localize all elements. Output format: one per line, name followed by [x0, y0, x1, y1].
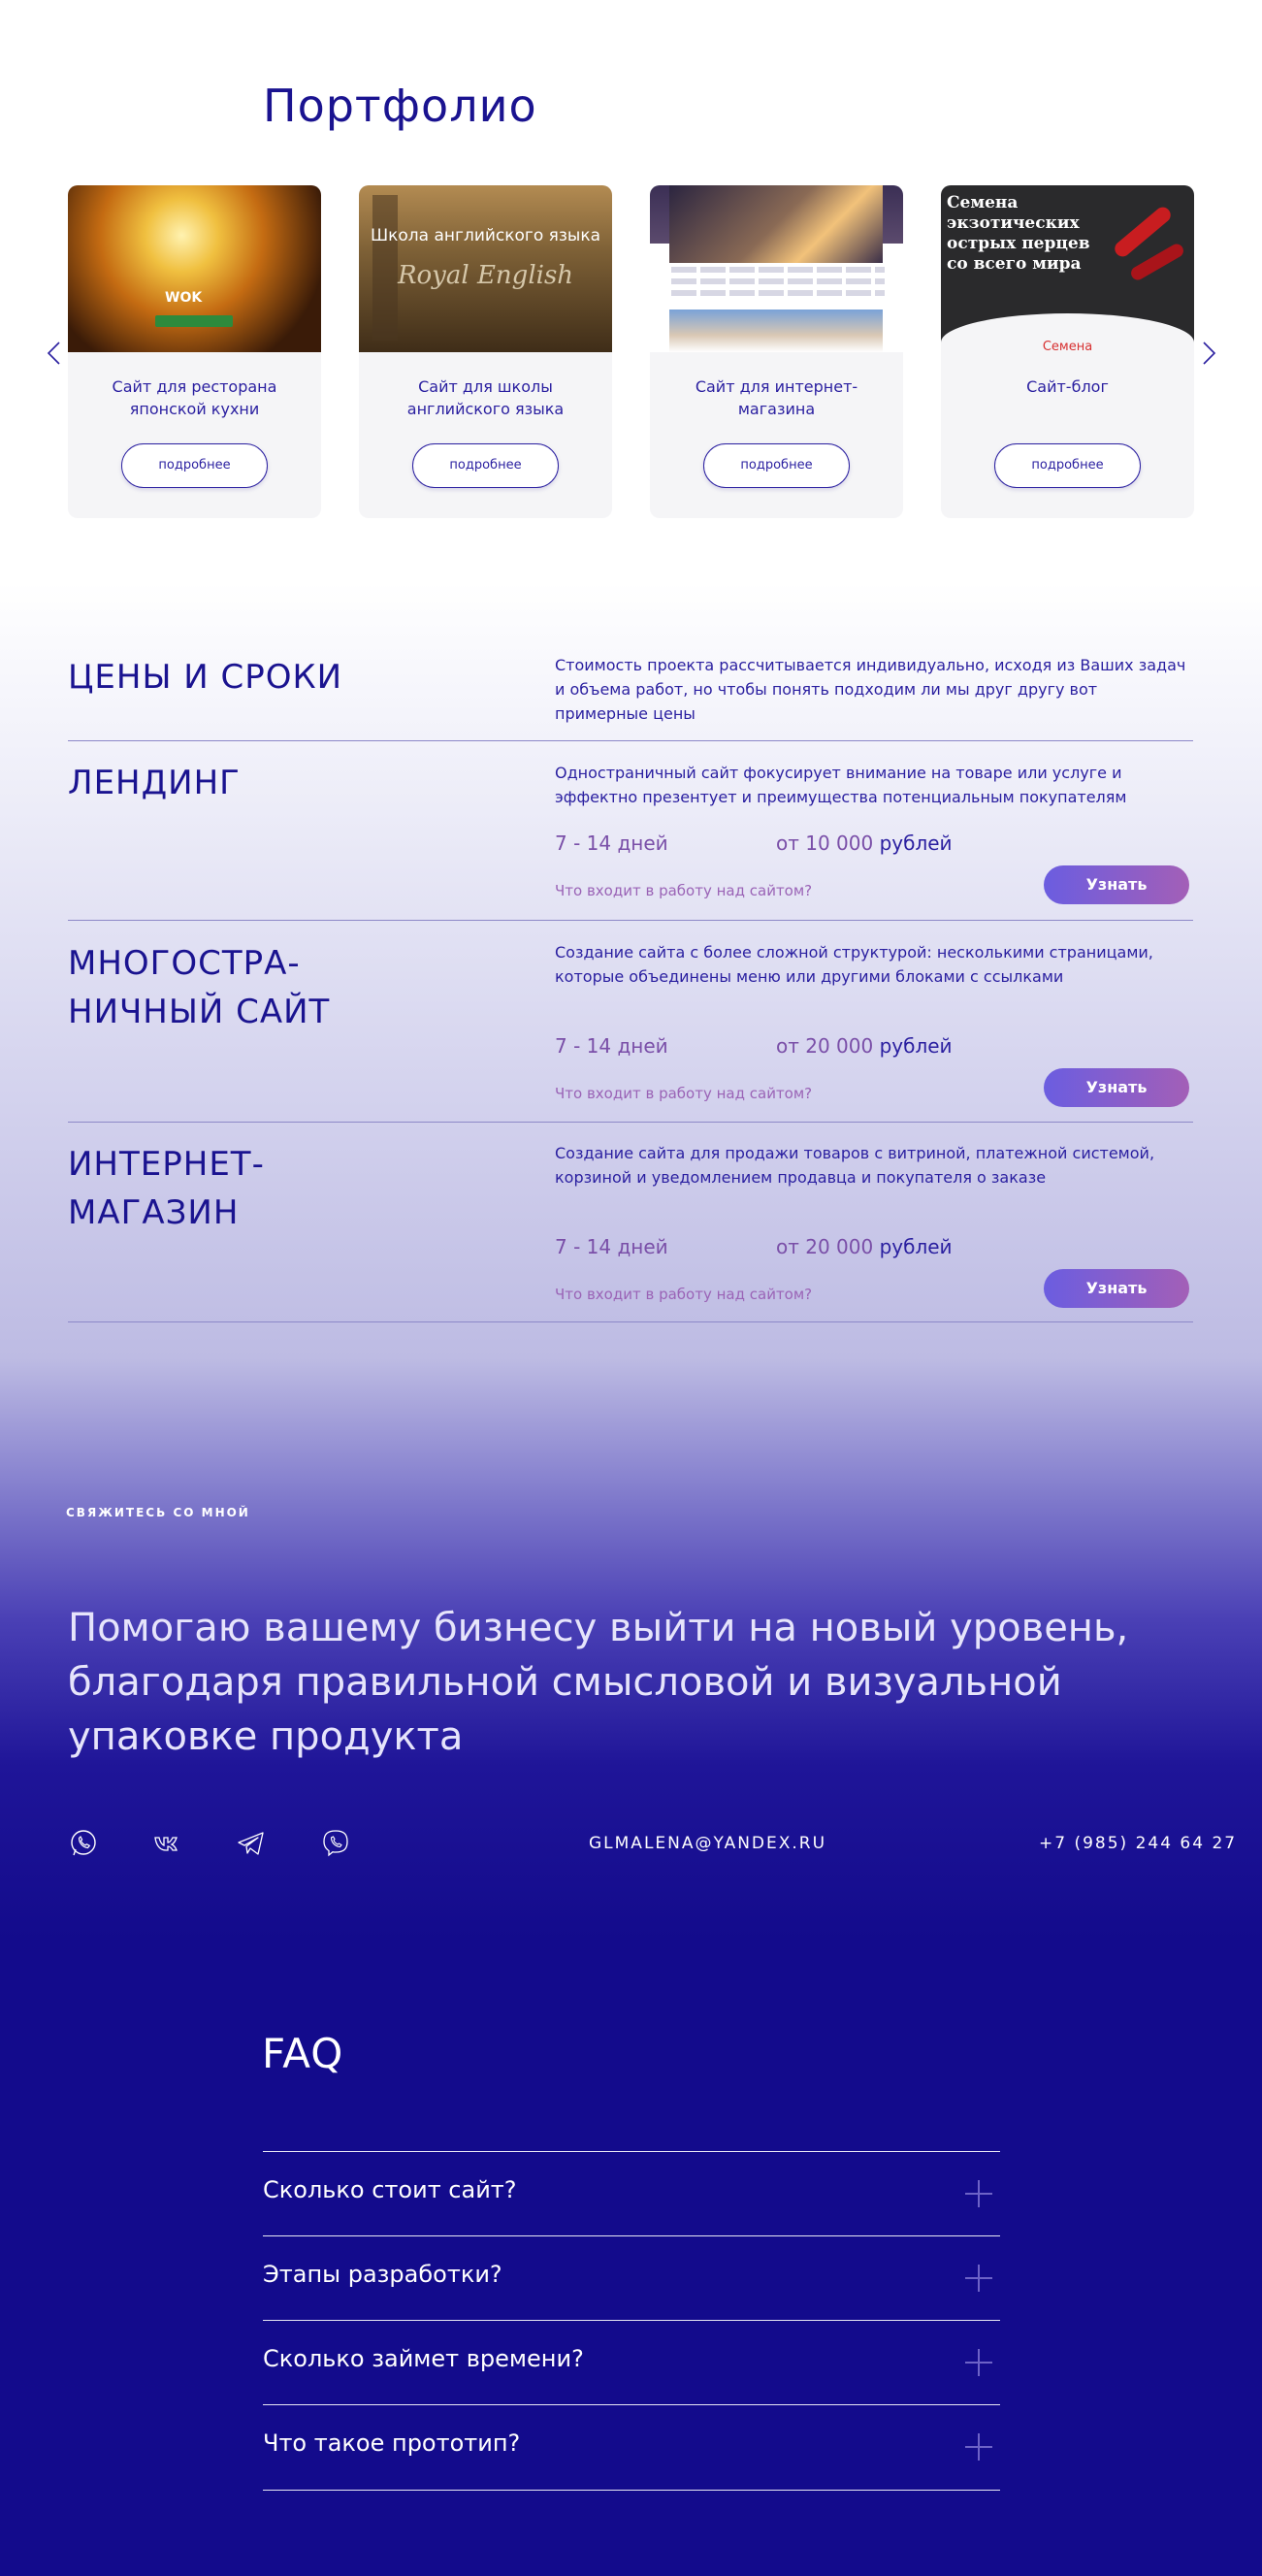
learn-more-button[interactable]: Узнать: [1044, 1068, 1189, 1107]
thumbnail-decoration: [669, 185, 883, 263]
carousel-next-arrow-icon[interactable]: [1199, 340, 1220, 367]
faq-divider: [263, 2151, 1000, 2152]
contact-section: [0, 1358, 1262, 1940]
thumbnail-decoration: [671, 267, 885, 302]
whatsapp-icon[interactable]: [68, 1828, 99, 1859]
thumbnail-footer: Семена: [1042, 340, 1093, 352]
service-price: [776, 1235, 953, 1258]
service-name-line: МАГАЗИН: [68, 1193, 240, 1232]
portfolio-card-title: Сайт-блог: [1026, 377, 1109, 396]
service-what-included-link[interactable]: Что входит в работу над сайтом?: [555, 882, 813, 899]
portfolio-thumbnail-wok: [68, 185, 321, 352]
prices-heading: ЦЕНЫ И СРОКИ: [68, 658, 343, 697]
service-price: [776, 831, 953, 855]
service-description: Создание сайта с более сложной структурой: несколькими страницами, которые объединены меню или другими блоками с ссылками: [555, 943, 1153, 986]
service-name: [68, 939, 330, 1036]
service-name-line: МНОГОСТРА-: [68, 944, 301, 983]
faq-divider: [263, 2235, 1000, 2236]
thumbnail-heading: Школа английского языка: [370, 226, 601, 245]
carousel-prev-arrow-icon[interactable]: [43, 340, 64, 367]
price-unit: рублей: [879, 831, 953, 855]
price-unit: рублей: [879, 1235, 953, 1258]
faq-question[interactable]: Этапы разработки?: [263, 2261, 502, 2288]
service-days: 7 - 14 дней: [555, 831, 668, 855]
portfolio-details-button[interactable]: подробнее: [703, 443, 850, 488]
plus-icon[interactable]: [965, 2180, 992, 2207]
thumbnail-heading: Семена экзотических острых перцев со всего мира: [947, 193, 1090, 274]
portfolio-thumbnail-english-school: [359, 185, 612, 352]
portfolio-card: [68, 185, 321, 518]
service-price: [776, 1034, 953, 1058]
price-unit: рублей: [879, 1034, 953, 1058]
service-what-included-link[interactable]: Что входит в работу над сайтом?: [555, 1085, 813, 1102]
portfolio-card: [941, 185, 1194, 518]
portfolio-section: [0, 0, 1262, 582]
portfolio-thumbnail-shop: [650, 185, 903, 352]
service-name: ЛЕНДИНГ: [68, 764, 241, 802]
thumbnail-decoration: [669, 310, 883, 352]
portfolio-details-button[interactable]: подробнее: [121, 443, 268, 488]
contact-email-link[interactable]: GLMALENA@YANDEX.RU: [589, 1834, 827, 1853]
price-value: от 20 000: [776, 1034, 874, 1058]
plus-icon[interactable]: [965, 2349, 992, 2376]
portfolio-title: Портфолио: [263, 80, 537, 132]
faq-question[interactable]: Сколько стоит сайт?: [263, 2176, 517, 2203]
faq-title: FAQ: [262, 2030, 344, 2077]
service-description: Одностраничный сайт фокусирует внимание на товаре или услуге и эффектно презентует и преимущества потенциальным покупателям: [555, 764, 1127, 806]
thumbnail-label: WOK: [165, 290, 203, 306]
thumbnail-decoration: [155, 315, 233, 327]
divider: [68, 740, 1193, 741]
divider: [68, 1321, 1193, 1322]
faq-question[interactable]: Сколько займет времени?: [263, 2345, 584, 2372]
contact-headline: Помогаю вашему бизнесу выйти на новый уровень, благодаря правильной смысловой и визуальной упаковке продукта: [68, 1606, 1129, 1759]
viber-icon[interactable]: [320, 1828, 351, 1859]
pepper-decoration: [1129, 242, 1186, 282]
vk-icon[interactable]: [151, 1828, 182, 1859]
plus-icon[interactable]: [965, 2265, 992, 2292]
prices-section: [0, 582, 1262, 1358]
portfolio-details-button[interactable]: подробнее: [412, 443, 559, 488]
service-days: 7 - 14 дней: [555, 1235, 668, 1258]
faq-question[interactable]: Что такое прототип?: [263, 2429, 521, 2457]
learn-more-button[interactable]: Узнать: [1044, 1269, 1189, 1308]
faq-section: [0, 1940, 1262, 2576]
service-what-included-link[interactable]: Что входит в работу над сайтом?: [555, 1286, 813, 1303]
service-description: Создание сайта для продажи товаров с витриной, платежной системой, корзиной и уведомлением продавца и покупателя о заказе: [555, 1144, 1155, 1187]
service-days: 7 - 14 дней: [555, 1034, 668, 1058]
thumbnail-script: Royal English: [397, 261, 574, 290]
faq-divider: [263, 2320, 1000, 2321]
divider: [68, 1122, 1193, 1123]
service-name: [68, 1140, 265, 1237]
portfolio-card-title: Сайт для ресторана японской кухни: [112, 377, 277, 418]
price-value: от 10 000: [776, 831, 874, 855]
faq-divider: [263, 2490, 1000, 2491]
price-value: от 20 000: [776, 1235, 874, 1258]
contact-phone-link[interactable]: +7 (985) 244 64 27: [1039, 1834, 1238, 1853]
portfolio-card-title: Сайт для школы английского языка: [406, 377, 565, 418]
service-name-line: ИНТЕРНЕТ-: [68, 1145, 265, 1184]
faq-divider: [263, 2404, 1000, 2405]
contact-eyebrow: СВЯЖИТЕСЬ СО МНОЙ: [66, 1506, 250, 1519]
divider: [68, 920, 1193, 921]
prices-intro: Стоимость проекта рассчитывается индивидуально, исходя из Ваших задач и объема работ, но чтобы понять подходим ли мы друг другу вот примерные цены: [555, 656, 1186, 723]
telegram-icon[interactable]: [236, 1828, 267, 1859]
portfolio-card: [650, 185, 903, 518]
portfolio-card: [359, 185, 612, 518]
portfolio-details-button[interactable]: подробнее: [994, 443, 1141, 488]
portfolio-thumbnail-blog: [941, 185, 1194, 352]
plus-icon[interactable]: [965, 2433, 992, 2461]
portfolio-card-title: Сайт для интернет-магазина: [695, 377, 858, 418]
learn-more-button[interactable]: Узнать: [1044, 865, 1189, 904]
service-name-line: НИЧНЫЙ САЙТ: [68, 993, 331, 1031]
